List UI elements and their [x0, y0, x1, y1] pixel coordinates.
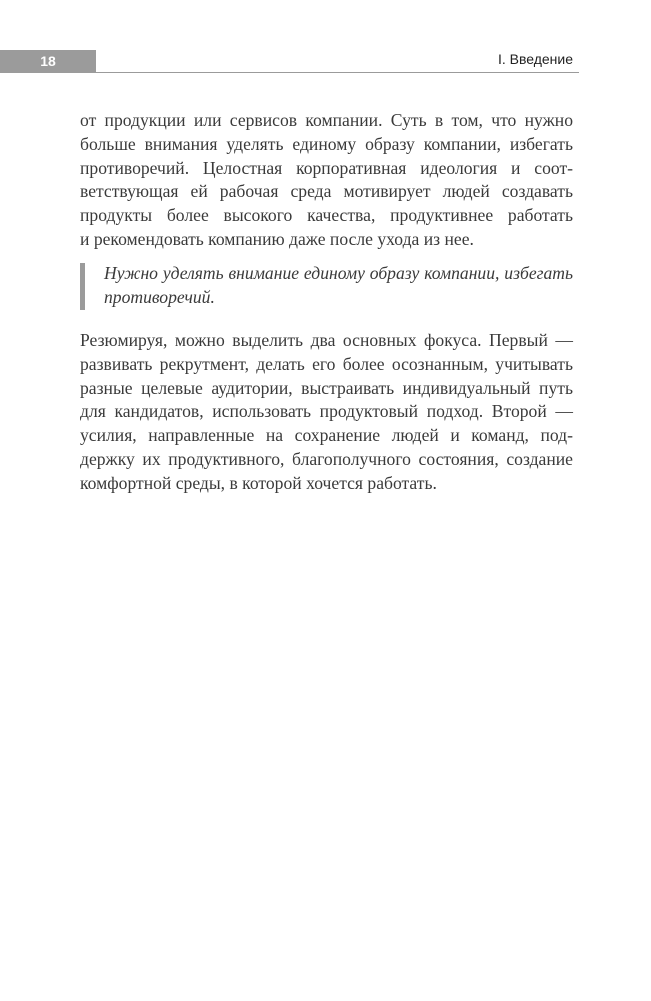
text-line: усилия, направленные на сохранение людей и команд, под- — [80, 425, 573, 446]
text-line: для кандидатов, использовать продуктовый подход. Второй — — [80, 401, 573, 422]
text-line: Резюмируя, можно выделить два основных фокуса. Первый — — [80, 330, 573, 350]
text-line: развивать рекрутмент, делать его более осознанным, учитывать — [80, 353, 573, 374]
text-line: ветствующая ей рабочая среда мотивирует людей создавать — [80, 181, 573, 202]
text-line: больше внимания уделять единому образу компании, избегать — [80, 133, 573, 154]
body-paragraph-2 — [80, 329, 573, 496]
page-header — [0, 46, 651, 76]
body-paragraph-1 — [80, 109, 573, 252]
quote-line: Нужно уделять внимание единому образу компании, избегать — [104, 263, 573, 283]
header-rule — [96, 72, 579, 73]
quote-line: противоречий. — [104, 287, 215, 307]
section-title: I. Введение — [497, 51, 573, 67]
quote-bar — [80, 263, 85, 310]
text-line: и рекомендовать компанию даже после ухода из нее. — [80, 228, 474, 249]
text-line: держку их продуктивного, благополучного состояния, создание — [80, 448, 573, 469]
pull-quote — [80, 261, 573, 311]
text-line: комфортной среды, в которой хочется работать. — [80, 472, 437, 493]
text-line: разные целевые аудитории, выстраивать индивидуальный путь — [80, 377, 573, 398]
text-line: противоречий. Целостная корпоративная идеология и соот- — [80, 157, 573, 178]
text-line: продукты более высокого качества, продуктивнее работать — [80, 205, 573, 226]
text-line: от продукции или сервисов компании. Суть в том, что нужно — [80, 110, 573, 130]
page-number: 18 — [0, 50, 96, 73]
quote-text — [104, 261, 573, 309]
